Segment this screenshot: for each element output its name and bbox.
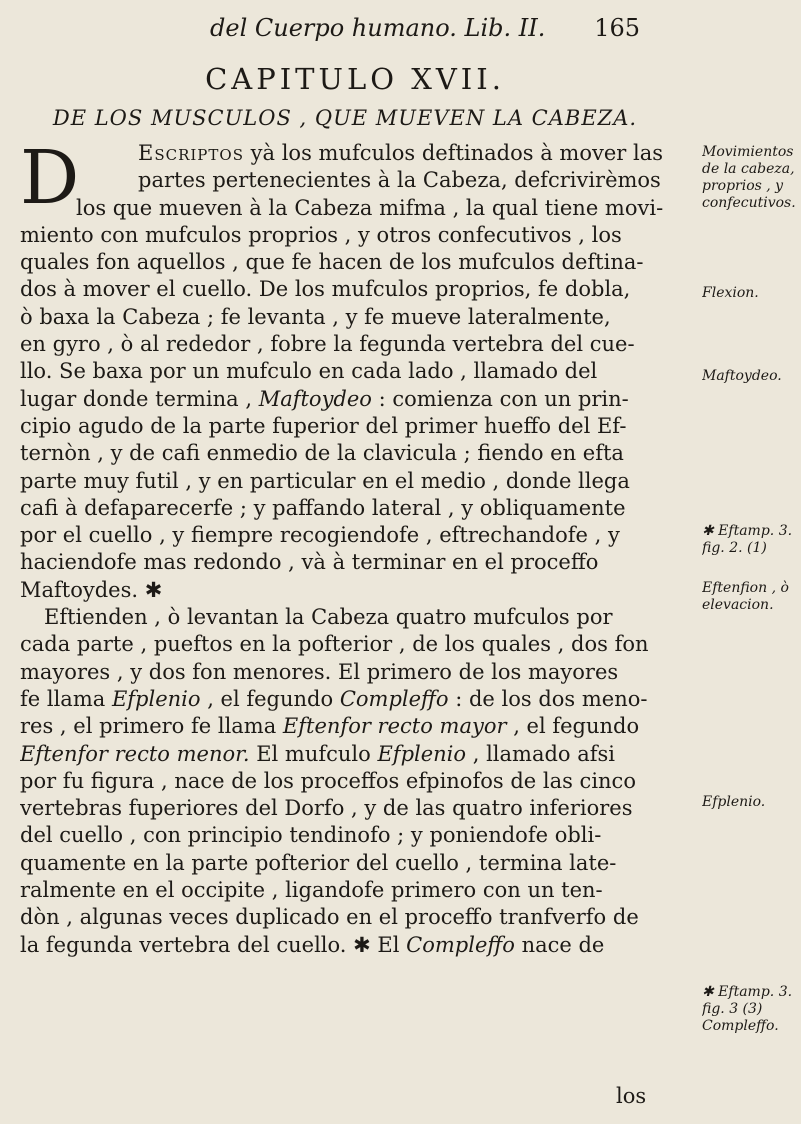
italic-term: Efplenio bbox=[111, 686, 201, 711]
body-line: del cuello , con principio tendinofo ; y poniendofe obli- bbox=[20, 823, 602, 848]
body-text bbox=[20, 135, 688, 959]
body-line: Maftoydes. ✱ bbox=[20, 577, 163, 602]
italic-term: Compleffo bbox=[339, 686, 449, 711]
body-line: mayores , y dos fon menores. El primero de los mayores bbox=[20, 659, 619, 684]
body-line: llo. Se baxa por un mufculo en cada lado , llamado del bbox=[20, 359, 598, 384]
margin-note-line: ✱ Eftamp. 3. bbox=[702, 523, 793, 539]
margin-note-esplenio bbox=[702, 794, 800, 811]
body-line: por fu figura , nace de los proceffos efpinofos de las cinco bbox=[20, 768, 636, 793]
margin-note-movimientos bbox=[702, 144, 800, 212]
margin-note-line: Compleffo. bbox=[702, 1018, 779, 1034]
body-line: los que mueven à la Cabeza mifma , la qual tiene movi- bbox=[76, 195, 664, 220]
italic-term: Eftenfor recto menor. bbox=[20, 741, 250, 766]
body-line: dòn , algunas veces duplicado en el proceffo tranfverfo de bbox=[20, 905, 639, 930]
margin-note-line: fig. 2. (1) bbox=[702, 540, 767, 556]
margin-note-estension bbox=[702, 580, 800, 614]
body-line: Eftenfor recto menor. El mufculo Efplenio , llamado afsi bbox=[20, 741, 616, 766]
italic-term: Efplenio bbox=[377, 741, 467, 766]
margin-note-line: ✱ Eftamp. 3. bbox=[702, 984, 793, 1000]
body-line: cafi à defaparecerfe ; y paffando lateral , y obliquamente bbox=[20, 495, 626, 520]
body-line: dos à mover el cuello. De los mufculos proprios, fe dobla, bbox=[20, 277, 631, 302]
chapter-heading: CAPITULO XVII. bbox=[205, 62, 505, 96]
body-line: ralmente en el occipite , ligandofe primero con un ten- bbox=[20, 878, 603, 903]
margin-note-mastoydeo bbox=[702, 368, 800, 385]
italic-term: Maftoydeo bbox=[258, 386, 372, 411]
margin-note-line: Movimientos bbox=[702, 144, 794, 160]
body-line: miento con mufculos proprios , y otros confecutivos , los bbox=[20, 222, 622, 247]
page-number: 165 bbox=[594, 14, 640, 42]
body-line: Eftienden , ò levantan la Cabeza quatro mufculos por bbox=[44, 605, 613, 630]
margin-note-line: elevacion. bbox=[702, 597, 774, 613]
margin-note-estamp-2 bbox=[702, 523, 800, 557]
body-line: la fegunda vertebra del cuello. ✱ El Compleffo nace de bbox=[20, 932, 605, 957]
body-line: quales fon aquellos , que fe hacen de los mufculos deftina- bbox=[20, 250, 644, 275]
margin-note-line: Efplenio. bbox=[702, 794, 766, 810]
body-line: Escriptos yà los mufculos deftinados à mover las bbox=[138, 141, 663, 165]
catchword: los bbox=[616, 1084, 647, 1108]
margin-note-line: fig. 3 (3) bbox=[702, 1001, 763, 1017]
running-head-title: del Cuerpo humano. Lib. II. bbox=[210, 14, 546, 42]
body-line: quamente en la parte pofterior del cuello , termina late- bbox=[20, 850, 617, 875]
body-line: vertebras fuperiores del Dorfo , y de las quatro inferiores bbox=[20, 796, 633, 821]
italic-term: Eftenfor recto mayor bbox=[282, 714, 507, 739]
body-line: partes pertenecientes à la Cabeza, defcrivirèmos bbox=[138, 168, 661, 193]
body-line: lugar donde termina , Maftoydeo : comienza con un prin- bbox=[20, 386, 629, 411]
body-line: ternòn , y de cafi enmedio de la clavicula ; fiendo en efta bbox=[20, 441, 624, 466]
margin-notes bbox=[702, 0, 801, 1124]
chapter-subtitle: DE LOS MUSCULOS , QUE MUEVEN LA CABEZA. bbox=[52, 106, 638, 130]
margin-note-line: confecutivos. bbox=[702, 195, 796, 211]
margin-note-flexion bbox=[702, 285, 800, 302]
running-head bbox=[210, 14, 640, 44]
body-line: fe llama Efplenio , el fegundo Compleffo : de los dos meno- bbox=[20, 686, 648, 711]
margin-note-estamp-3 bbox=[702, 984, 800, 1035]
body-line: ò baxa la Cabeza ; fe levanta , y fe mueve lateralmente, bbox=[20, 304, 611, 329]
margin-note-line: Eftenfion , ò bbox=[702, 580, 789, 596]
margin-note-line: proprios , y bbox=[702, 178, 784, 194]
body-line: en gyro , ò al rededor , fobre la fegunda vertebra del cue- bbox=[20, 332, 635, 357]
italic-term: Compleffo bbox=[406, 932, 515, 957]
body-line: cipio agudo de la parte fuperior del primer hueffo del Ef- bbox=[20, 413, 627, 438]
drop-cap: D bbox=[20, 135, 80, 221]
opening-word: Escriptos bbox=[138, 141, 244, 165]
body-line: parte muy futil , y en particular en el medio , donde llega bbox=[20, 468, 630, 493]
margin-note-line: de la cabeza, bbox=[702, 161, 795, 177]
body-line: haciendofe mas redondo , và à terminar en el proceffo bbox=[20, 550, 599, 575]
margin-note-line: Maftoydeo. bbox=[702, 368, 782, 384]
body-line: por el cuello , y fiempre recogiendofe , eftrechandofe , y bbox=[20, 523, 620, 548]
body-line: res , el primero fe llama Eftenfor recto mayor , el fegundo bbox=[20, 714, 640, 739]
margin-note-line: Flexion. bbox=[702, 285, 759, 301]
body-line: cada parte , pueftos en la pofterior , de los quales , dos fon bbox=[20, 632, 649, 657]
